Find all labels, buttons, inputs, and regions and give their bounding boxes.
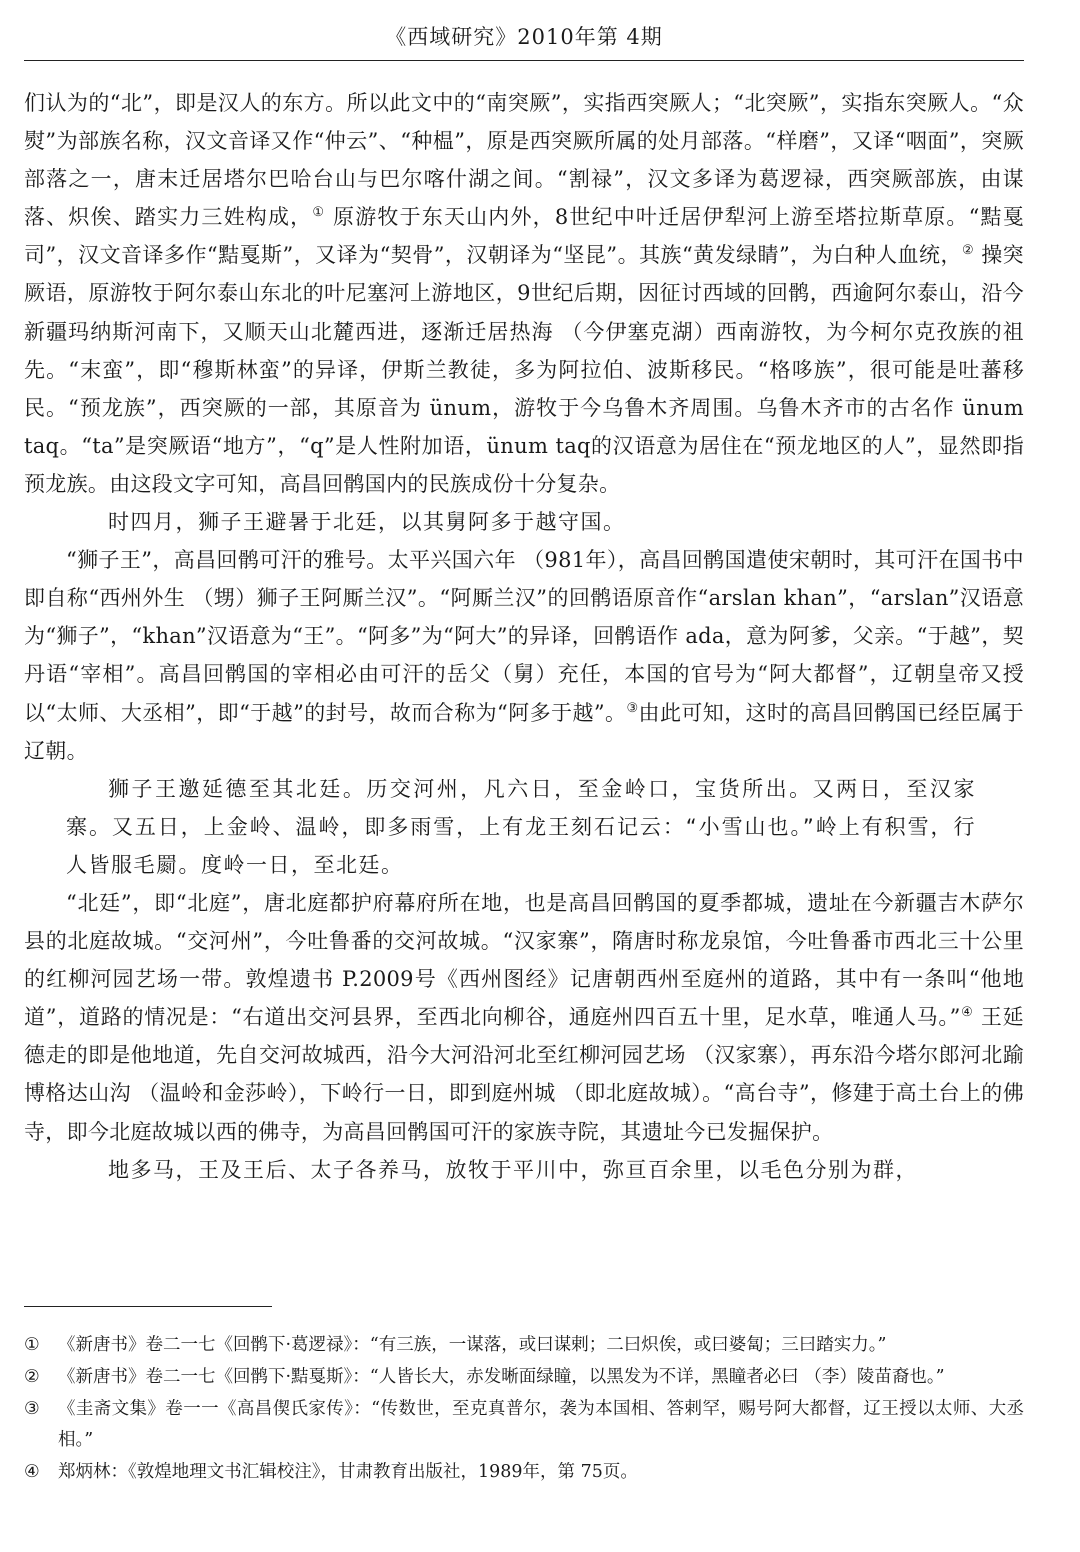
paragraph-text: 时四月，狮子王避暑于北廷，以其舅阿多于越守国。	[108, 510, 626, 535]
body-paragraph	[24, 84, 1024, 503]
footnote-number: ②	[24, 1367, 40, 1387]
quoted-source-passage	[24, 1151, 1024, 1189]
footnote-reference: ②	[961, 243, 975, 259]
footnote-text: 《新唐书》卷二一七《回鹘下·葛逻禄》：“有三族，一谋落，或曰谋剌；二曰炽俟，或曰婆匐；三曰踏实力。”	[58, 1335, 887, 1355]
body-paragraph	[24, 884, 1024, 1151]
footnote-text: 郑炳林：《敦煌地理文书汇辑校注》，甘肃教育出版社，1989年，第 75页。	[58, 1461, 638, 1482]
running-header: 《西域研究》2010年第 4期	[385, 25, 663, 49]
header-divider	[24, 60, 1024, 61]
footnote-text: 《圭斋文集》卷一一《高昌偰氏家传》：“传数世，至克真普尔，袭为本国相、答剌罕，赐号阿大都督，辽王授以太师、大丞相。”	[58, 1399, 1024, 1450]
footnote-item	[24, 1457, 1024, 1488]
paragraph-text: 们认为的“北”，即是汉人的东方。所以此文中的“南突厥”，实指西突厥人；“北突厥”，实指东突厥人。“众熨”为部族名称，汉文音译又作“仲云”、“种榅”，原是西突厥所属的处月部落。“样磨”，又译“咽面”，突厥部落之一，唐末迁居塔尔巴哈台山与巴尔喀什湖之间。“割禄”，汉文多译为葛逻禄，西突厥部族，由谋落、炽俟、踏实力三姓构成，	[24, 91, 1024, 230]
paragraph-text: “狮子王”，高昌回鹘可汗的雅号。太平兴国六年 （981年），高昌回鹘国遣使宋朝时，其可汗在国书中即自称“西州外生 （甥）狮子王阿厮兰汉”。“阿厮兰汉”的回鹘语原音作“arslan khan”，“arslan”汉语意为“狮子”，“khan”汉语意为“王”。“阿多”为“阿大”的异译，回鹘语作 ada，意为阿爹，父亲。“于越”，契丹语“宰相”。高昌回鹘国的宰相必由可汗的岳父（舅）充任，本国的官号为“阿大都督”，辽朝皇帝又授以“太师、大丞相”，即“于越”的封号，故而合称为“阿多于越”。	[24, 548, 1024, 725]
body-paragraph	[24, 541, 1024, 770]
footnote-reference: ④	[960, 1005, 974, 1021]
quoted-source-passage	[24, 770, 1024, 884]
quoted-source-passage	[24, 503, 1024, 541]
paragraph-text: 原游牧于东天山内外，8世纪中叶迁居伊犁河上游至塔拉斯草原。“黠戛司”，汉文音译多作“黠戛斯”，又译为“契骨”，汉朝译为“坚昆”。其族“黄发绿睛”，为白种人血统，	[24, 205, 1024, 268]
footnote-divider	[24, 1306, 272, 1307]
article-body	[24, 84, 1024, 1189]
footnotes	[24, 1330, 1024, 1489]
footnote-reference: ③	[626, 700, 639, 716]
paragraph-text: 狮子王邀延德至其北廷。历交河州，凡六日，至金岭口，宝货所出。又两日，至汉家寨。又五日，上金岭、温岭，即多雨雪，上有龙王刻石记云：“小雪山也。”岭上有积雪，行人皆服毛罽。度岭一日，至北廷。	[66, 776, 976, 877]
paragraph-text: 由此可知，这时的高昌回鹘国已经臣属于辽朝。	[24, 700, 1024, 763]
footnote-reference: ①	[312, 205, 326, 221]
paragraph-text: 地多马，王及王后、太子各养马，放牧于平川中，弥亘百余里，以毛色分别为群，	[108, 1157, 918, 1182]
paragraph-text: 操突厥语，原游牧于阿尔泰山东北的叶尼塞河上游地区，9世纪后期，因征讨西域的回鹘，西逾阿尔泰山，沿今新疆玛纳斯河南下，又顺天山北麓西进，逐渐迁居热海 （今伊塞克湖）西南游牧，为今柯尔克孜族的祖先。“末蛮”，即“穆斯林蛮”的异译，伊斯兰教徒，多为阿拉伯、波斯移民。“格哆族”，很可能是吐蕃移民。“预龙族”，西突厥的一部，其原音为 ünum，游牧于今乌鲁木齐周围。乌鲁木齐市的古名作 ünum taq。“ta”是突厥语“地方”，“q”是人性附加语，ünum taq的汉语意为居住在“预龙地区的人”，显然即指预龙族。由这段文字可知，高昌回鹘国内的民族成份十分复杂。	[24, 243, 1024, 496]
footnote-item	[24, 1330, 1024, 1361]
paragraph-text: 王延德走的即是他地道，先自交河故城西，沿今大河沿河北至红柳河园艺场 （汉家寨），再东沿今塔尔郎河北踰博格达山沟 （温岭和金莎岭），下岭行一日，即到庭州城 （即北庭故城）。“高台寺”，修建于高土台上的佛寺，即今北庭故城以西的佛寺，为高昌回鹘国可汗的家族寺院，其遗址今已发掘保护。	[24, 1005, 1024, 1144]
footnote-number: ④	[24, 1461, 40, 1482]
footnote-number: ①	[24, 1335, 40, 1355]
footnote-item	[24, 1362, 1024, 1393]
paragraph-text: “北廷”，即“北庭”，唐北庭都护府幕府所在地，也是高昌回鹘国的夏季都城，遗址在今新疆吉木萨尔县的北庭故城。“交河州”，今吐鲁番的交河故城。“汉家寨”，隋唐时称龙泉馆，今吐鲁番市西北三十公里的红柳河园艺场一带。敦煌遗书 P.2009号《西州图经》记唐朝西州至庭州的道路，其中有一条叫“他地道”，道路的情况是：“右道出交河县界，至西北向柳谷，通庭州四百五十里，足水草，唯通人马。”	[24, 890, 1024, 1030]
footnote-number: ③	[24, 1399, 40, 1419]
footnote-item	[24, 1394, 1024, 1455]
footnote-text: 《新唐书》卷二一七《回鹘下·黠戛斯》：“人皆长大，赤发晰面绿瞳，以黑发为不详，黑瞳者必曰 （李）陵苗裔也。”	[58, 1367, 945, 1387]
